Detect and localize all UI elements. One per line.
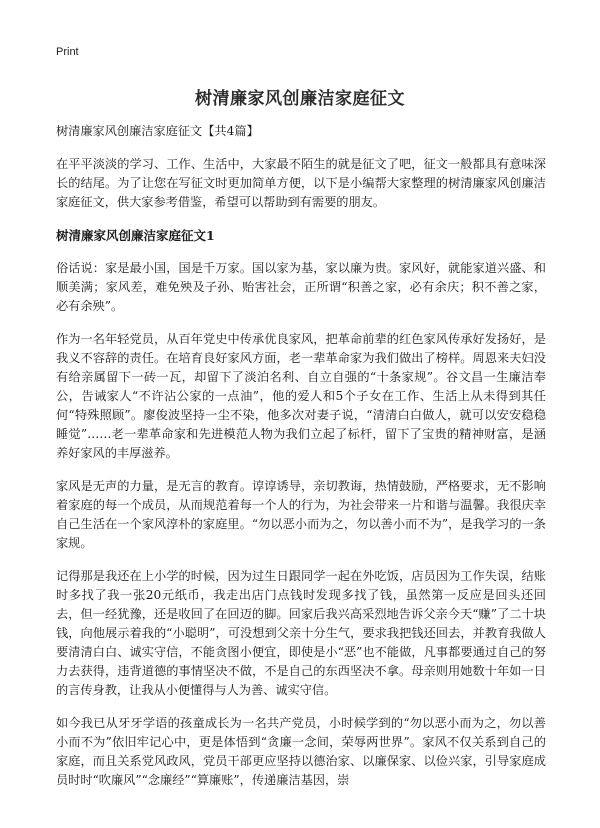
- body-paragraph: 家风是无声的力量，是无言的教育。谆谆诱导，亲切教诲，热情鼓励，严格要求，无不影响着家庭的每一个成员，从而规范着每一个人的行为，为社会带来一片和谐与温馨。我很庆幸自己生活在一个家风淳朴的家庭里。“勿以恶小而为之，勿以善小而不为”，是我学习的一条家规。: [56, 479, 546, 550]
- print-link[interactable]: Print: [56, 46, 79, 58]
- document-subtitle: 树清廉家风创廉洁家庭征文【共4篇】: [56, 124, 259, 138]
- section-heading: 树清廉家风创廉洁家庭征文1: [56, 228, 215, 243]
- body-paragraph: 俗话说：家是最小国，国是千万家。国以家为基，家以廉为贵。家风好，就能家道兴盛、和顺美满；家风差，难免殃及子孙、贻害社会，正所谓“积善之家，必有余庆；积不善之家，必有余殃”。: [56, 261, 546, 313]
- body-paragraph: 作为一名年轻党员，从百年党史中传承优良家风，把革命前辈的红色家风传承好发扬好，是我义不容辞的责任。在培育良好家风方面，老一辈革命家为我们做出了榜样。周恩来夫妇没有给亲属留下一砖一瓦，却留下了淡泊名利、自立自强的“十条家规”。谷文昌一生廉洁奉公，告诫家人“不许沾公家的一点油”，他的爱人和5个子女在工作、生活上从未得到其任何“特殊照顾”。廖俊波坚持一尘不染，他多次对妻子说，“清清白白做人，就可以安安稳稳睡觉”……老一辈革命家和先进模范人物为我们立起了标杆，留下了宝贵的精神财富，是涵养好家风的丰厚滋养。: [56, 332, 546, 460]
- body-paragraph: 如今我已从牙牙学语的孩童成长为一名共产党员，小时候学到的“勿以恶小而为之，勿以善小而不为”依旧牢记心中，更是体悟到“贪廉一念间，荣辱两世界”。家风不仅关系到自己的家庭，而且关系党风政风，党员干部更应坚持以德治家、以廉保家、以俭兴家，引导家庭成员时时“吹廉风”“念廉经”“算廉账”，传递廉洁基因，崇: [56, 716, 546, 787]
- document-body: [56, 122, 546, 804]
- document-title: 树清廉家风创廉洁家庭征文: [195, 89, 405, 109]
- body-paragraph: 记得那是我还在上小学的时候，因为过生日跟同学一起在外吃饭，店员因为工作失误，结账时多找了我一张20元纸币，我走出店门点钱时发现多找了钱，虽然第一反应是回头还回去，但一经犹豫，还是收回了在回迈的脚。回家后我兴高采烈地告诉父亲今天“赚”了二十块钱，向他展示着我的“小聪明”，可没想到父亲十分生气，要求我把钱还回去，并教育我做人要清清白白、诚实守信，不能贪图小便宜，即使是小“恶”也不能做，凡事都要通过自己的努力去获得，违背道德的事情坚决不做，不是自己的东西坚决不拿。母亲则用她数十年如一日的言传身教，让我从小便懂得与人为善、诚实守信。: [56, 569, 546, 697]
- intro-paragraph: 在平平淡淡的学习、工作、生活中，大家最不陌生的就是征文了吧，征文一般都具有意味深长的结尾。为了让您在写征文时更加简单方便，以下是小编帮大家整理的树清廉家风创廉洁家庭征文，供大家参考借鉴，希望可以帮助到有需要的朋友。: [56, 157, 546, 209]
